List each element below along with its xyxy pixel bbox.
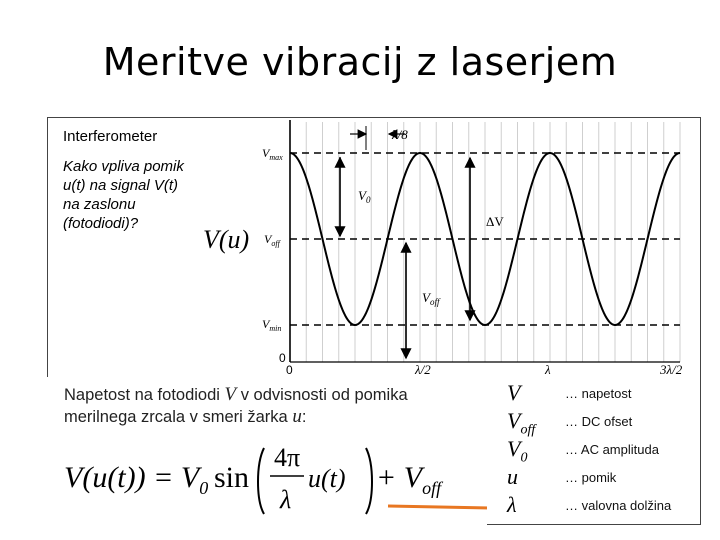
x-tick-half-lambda: λ/2 (415, 362, 431, 377)
v0-label: $V_0$ (358, 188, 371, 205)
legend-symbol: $V_{off}$ (507, 408, 536, 438)
legend-desc: … pomik (565, 470, 617, 485)
svg-text:+ Voff: + $V_{off}$ (376, 461, 442, 498)
svg-text:sin: sin (214, 461, 250, 494)
legend-symbol: λ (507, 492, 517, 517)
svg-text:V(u(t)) = V0: $V(u(t)) = V_0$ (64, 461, 209, 498)
x-tick-lambda: λ (545, 362, 551, 377)
legend-desc: … AC amplituda (565, 442, 659, 457)
slide-title: Meritve vibracij z laserjem (102, 40, 618, 84)
legend-symbol: $V_0$ (507, 436, 528, 466)
y-axis-label: V(u) (203, 225, 250, 254)
voff-annotation: $V_{off}$ (422, 290, 440, 307)
legend-symbol: u (507, 464, 518, 489)
vmin-tick-label: $V_{min}$ (262, 317, 282, 333)
legend-desc: … napetost (565, 386, 632, 401)
interferometer-label: Interferometer (63, 128, 158, 145)
formula-equation (0, 430, 490, 530)
grid-lines (306, 122, 680, 362)
legend-desc: … DC ofset (565, 414, 633, 429)
x-tick-three-half-lambda: 3λ/2 (660, 362, 683, 377)
question-text: Kako vpliva pomik u(t) na signal V(t) na zaslonu (fotodiodi)? (63, 158, 184, 232)
zero-y-tick: 0 (279, 351, 286, 365)
svg-text:4π: 4π (274, 443, 301, 472)
svg-text:λ: λ (280, 485, 292, 514)
svg-text:u(t): u(t) (308, 464, 346, 493)
voff-underline (388, 506, 490, 508)
legend-box (487, 377, 701, 525)
legend-desc: … valovna dolžina (565, 498, 672, 513)
legend-symbol: V (507, 380, 521, 405)
lambda8-label: λ/8 (392, 127, 408, 142)
x-tick-zero: 0 (286, 363, 293, 377)
delta-v-label: ΔV (486, 214, 504, 229)
formula-caption: Napetost na fotodiodi V v odvisnosti od pomika merilnega zrcala v smeri žarka u: (64, 384, 408, 427)
vmax-tick-label: $V_{max}$ (262, 146, 283, 162)
voff-tick-label: $V_{off}$ (264, 232, 280, 248)
